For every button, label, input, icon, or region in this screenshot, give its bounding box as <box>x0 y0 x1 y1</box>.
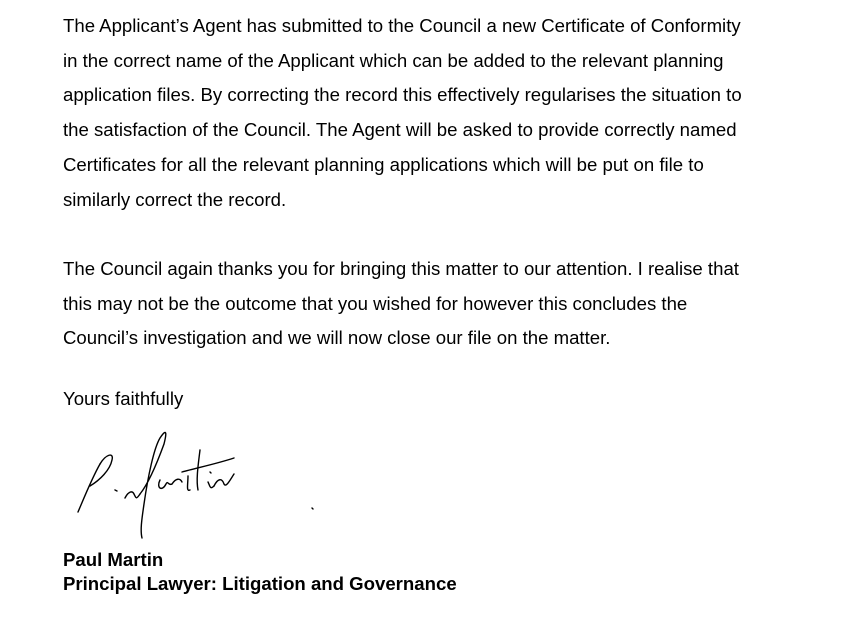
paragraph-line: the satisfaction of the Council. The Agent will be asked to provide correctly named <box>63 119 737 141</box>
letter-body <box>63 9 823 356</box>
paragraph-line: this may not be the outcome that you wished for however this concludes the <box>63 292 688 314</box>
paragraph-certificate <box>63 9 823 217</box>
paragraph-line: Certificates for all the relevant planning applications which will be put on file to <box>63 153 704 175</box>
paragraph-line: application files. By correcting the record this effectively regularises the situation to <box>63 84 742 106</box>
closing-salutation: Yours faithfully <box>63 388 184 409</box>
signatory-name: Paul Martin <box>63 549 164 570</box>
paragraph-line: similarly correct the record. <box>63 188 287 210</box>
paragraph-conclusion <box>63 252 823 356</box>
signatory-title: Principal Lawyer: Litigation and Governance <box>63 573 457 594</box>
paragraph-line: Council’s investigation and we will now close our file on the matter. <box>63 327 611 349</box>
paragraph-line: The Applicant’s Agent has submitted to the Council a new Certificate of Conformity <box>63 15 741 36</box>
paragraph-line: The Council again thanks you for bringing this matter to our attention. I realise that <box>63 257 739 279</box>
paragraph-line: in the correct name of the Applicant which can be added to the relevant planning <box>63 49 724 71</box>
signature-block <box>63 548 457 596</box>
handwritten-signature <box>70 420 330 545</box>
